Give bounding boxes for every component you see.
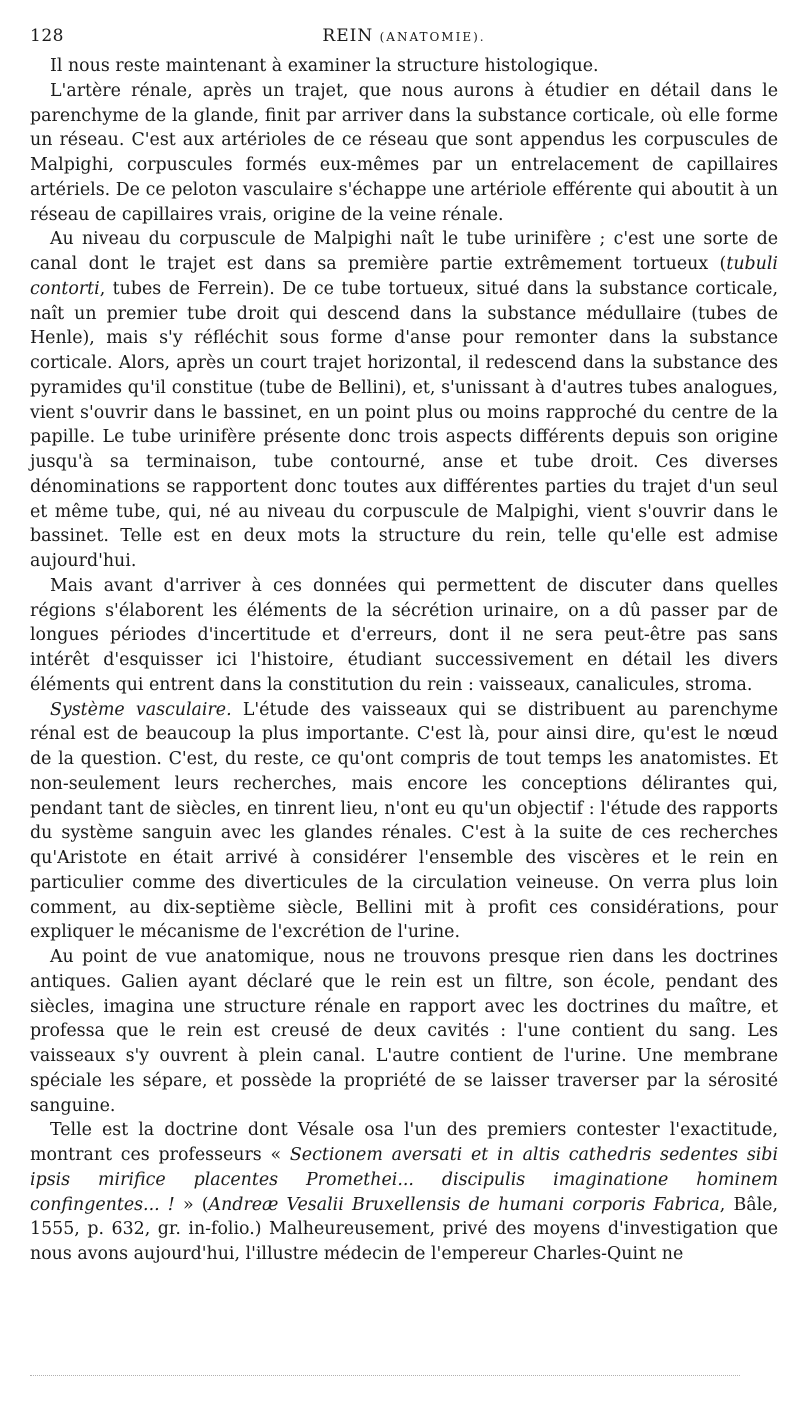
paragraph-4: Mais avant d'arriver à ces données qui permettent de discuter dans quelles régions s'élaborent les éléments de la sécrétion urinaire, on a dû passer par de longues périodes d'incertitude et d'erreurs, dont il ne sera peut-être pas sans intérêt d'esquisser ici l'histoire, étudiant successivement en détail les divers éléments qui entrent dans la constitution du rein : vaisseaux, canalicules, stroma. [30, 575, 778, 695]
book-page [30, 22, 778, 1267]
paragraph-3: Au niveau du corpuscule de Malpighi naît le tube urinifère ; c'est une sorte de canal dont le trajet est dans sa première partie extrêmement tortueux (tubuli contorti, tubes de Ferrein). De ce tube tortueux, situé dans la substance corticale, naît un premier tube droit qui descend dans la substance médullaire (tubes de Henle), mais s'y réfléchit sous forme d'anse pour remonter dans la substance corticale. Alors, après un court trajet horizontal, il redescend dans la substance des pyramides qu'il constitue (tube de Bellini), et, s'unissant à d'autres tubes analogues, vient s'ouvrir dans le bassinet, en un point plus ou moins rapproché du centre de la papille. Le tube urinifère présente donc trois aspects différents depuis son origine jusqu'à sa terminaison, tube contourné, anse et tube droit. Ces diverses dénominations se rapportent donc toutes aux différentes parties du trajet d'un seul et même tube, qui, né au niveau du corpuscule de Malpighi, vient s'ouvrir dans le bassinet. Telle est en deux mots la structure du rein, telle qu'elle est admise aujourd'hui. [30, 229, 778, 571]
citation-title: Andreæ Vesalii Bruxellensis de humani corporis Fabrica [208, 1194, 720, 1215]
footer-dotted-rule [30, 1375, 740, 1376]
running-title [30, 26, 778, 46]
paragraph-7: Telle est la doctrine dont Vésale osa l'un des premiers contester l'exactitude, montrant ces professeurs « Sectionem aversati et in altis cathedris sedentes sibi ipsis mirifice placentes Promethei... discipulis imaginatione hominem confingentes... ! » (Andreæ Vesalii Bruxellensis de humani corporis Fabrica, Bâle, 1555, p. 632, gr. in-folio.) Malheureusement, privé des moyens d'investigation que nous avons aujourd'hui, l'illustre médecin de l'empereur Charles-Quint ne [30, 1120, 779, 1264]
latin-quotation: Sectionem aversati et in altis cathedris sedentes sibi ipsis mirifice placentes Promethei... discipulis imaginatione hominem confingentes... ! [30, 1145, 779, 1215]
body-text [30, 54, 778, 1267]
running-title-sub: (ANATOMIE). [379, 30, 486, 44]
page-number: 128 [30, 26, 64, 46]
paragraph-5: Système vasculaire. L'étude des vaisseaux qui se distribuent au parenchyme rénal est de beaucoup la plus importante. C'est là, pour ainsi dire, qu'est le nœud de la question. C'est, du reste, ce qu'ont compris de tout temps les anatomistes. Et non-seulement leurs recherches, mais encore les conceptions délirantes qui, pendant tant de siècles, en tinrent lieu, n'ont eu qu'un objectif : l'étude des rapports du système sanguin avec les glandes rénales. C'est à la suite de ces recherches qu'Aristote en était arrivé à considérer l'ensemble des viscères et le rein en particulier comme des diverticules de la circulation veineuse. On verra plus loin comment, au dix-septième siècle, Bellini mit à profit ces considérations, pour expliquer le mécanisme de l'excrétion de l'urine. [30, 699, 778, 943]
paragraph-2: L'artère rénale, après un trajet, que nous aurons à étudier en détail dans le parenchyme de la glande, finit par arriver dans la substance corticale, où elle forme un réseau. C'est aux artérioles de ce réseau que sont appendus les corpuscules de Malpighi, corpuscules formés eux-mêmes par un entrelacement de capillaires artériels. De ce peloton vasculaire s'échappe une artériole efférente qui aboutit à un réseau de capillaires vrais, origine de la veine rénale. [30, 80, 778, 225]
running-title-main: REIN [322, 26, 374, 46]
running-head [30, 22, 778, 52]
paragraph-6: Au point de vue anatomique, nous ne trouvons presque rien dans les doctrines antiques. Galien ayant déclaré que le rein est un filtre, son école, pendant des siècles, imagina une structure rénale en rapport avec les doctrines du maître, et professa que le rein est creusé de deux cavités : l'une contient du sang. Les vaisseaux s'y ouvrent à plein canal. L'autre contient de l'urine. Une membrane spéciale les sépare, et possède la propriété de se laisser traverser par la sérosité sanguine. [30, 947, 778, 1116]
section-heading-inline: Système vasculaire. [50, 699, 232, 720]
paragraph-1: Il nous reste maintenant à examiner la structure histologique. [50, 56, 599, 76]
latin-term: tubuli contorti [30, 254, 778, 299]
